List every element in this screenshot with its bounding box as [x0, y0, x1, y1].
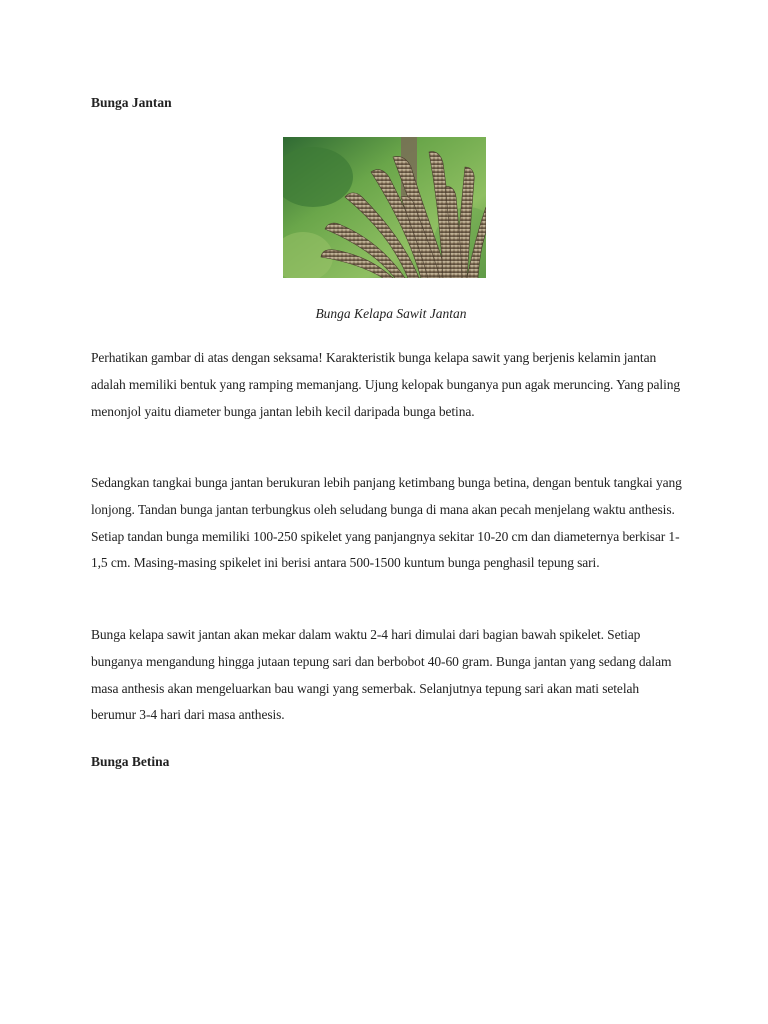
paragraph-characteristics: Perhatikan gambar di atas dengan seksama! Karakteristik bunga kelapa sawit yang berjenis kelamin jantan adalah memiliki bentuk yang ramping memanjang. Ujung kelopak bunganya pun agak meruncing. Yang paling menonjol yaitu diameter bunga jantan lebih kecil daripada bunga betina. — [91, 350, 681, 419]
male-oil-palm-flower-photo — [283, 137, 486, 278]
paragraph-anthesis: Bunga kelapa sawit jantan akan mekar dalam waktu 2-4 hari dimulai dari bagian bawah spikelet. Setiap bunganya mengandung hingga jutaan tepung sari dan berbobot 40-60 gram. Bunga jantan yang sedang dalam masa anthesis akan mengeluarkan bau wangi yang semerbak. Selanjutnya tepung sari akan mati setelah berumur 3-4 hari dari masa anthesis. — [91, 627, 672, 723]
paragraph-stalk-and-spikelets: Sedangkan tangkai bunga jantan berukuran lebih panjang ketimbang bunga betina, dengan bentuk tangkai yang lonjong. Tandan bunga jantan terbungkus oleh seludang bunga di mana akan pecah menjelang waktu anthesis. Setiap tandan bunga memiliki 100-250 spikelet yang panjangnya sekitar 10-20 cm dan diameternya berkisar 1-1,5 cm. Masing-masing spikelet ini berisi antara 500-1500 kuntum bunga penghasil tepung sari. — [91, 475, 682, 571]
section-heading-male-flower: Bunga Jantan — [91, 95, 172, 110]
figure-caption: Bunga Kelapa Sawit Jantan — [315, 306, 467, 321]
section-heading-female-flower: Bunga Betina — [91, 754, 170, 769]
